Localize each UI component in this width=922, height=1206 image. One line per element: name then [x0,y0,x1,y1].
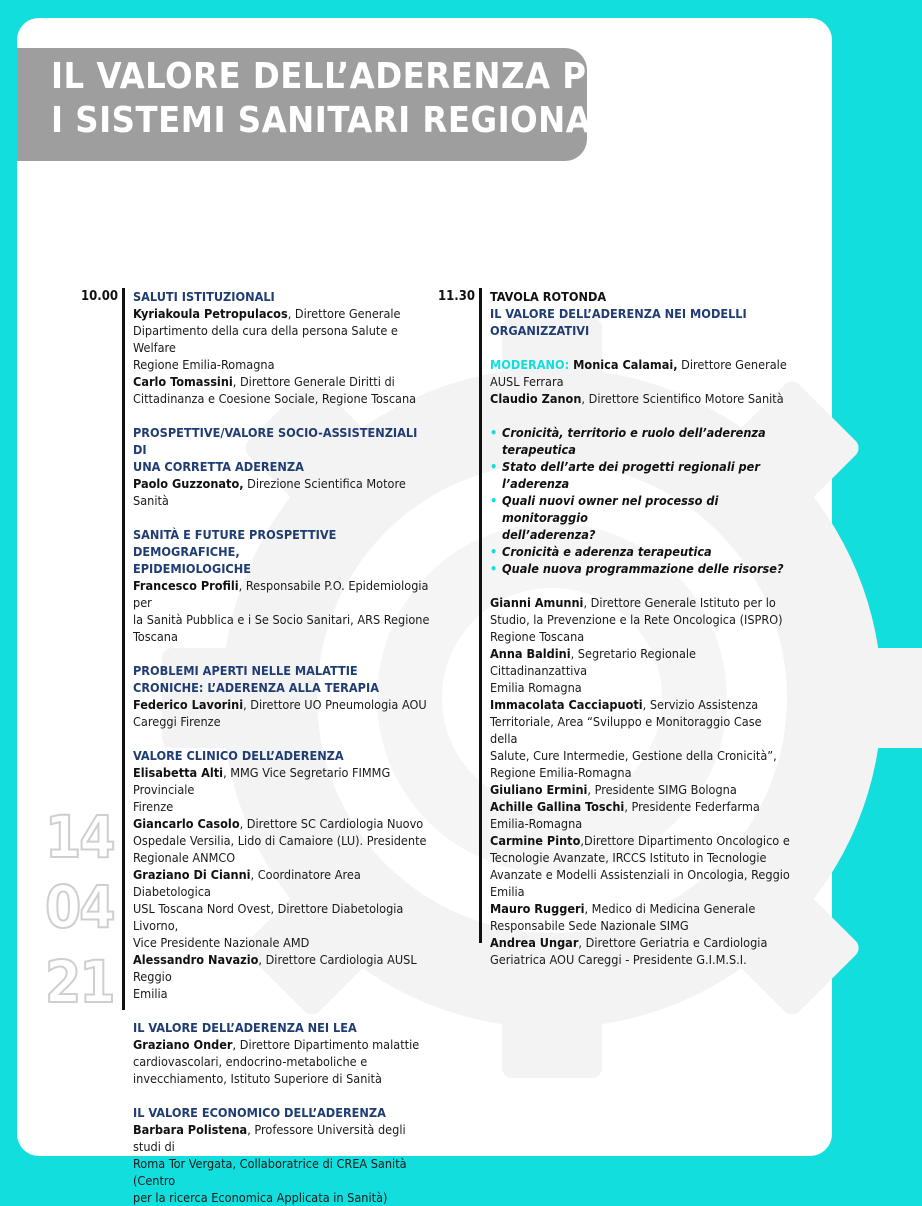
bullet-dot-icon: • [490,425,498,440]
speaker-detail: USL Toscana Nord Ovest, Direttore Diabetologia Livorno, [133,901,404,933]
speaker-entry: Gianni Amunni, Direttore Generale Istituto per lo [490,595,776,610]
agenda-card [17,18,832,1205]
section-heading: SALUTI ISTITUZIONALI [133,289,275,304]
time-right: 11.30 [438,289,475,304]
speaker-detail: Geriatrica AOU Careggi - Presidente G.I.M.S.I. [490,952,747,967]
section-heading: PROSPETTIVE/VALORE SOCIO-ASSISTENZIALI DI [133,425,418,457]
speaker-detail: Regione Emilia-Romagna [133,357,275,372]
section-heading: TAVOLA ROTONDA [490,289,607,304]
speaker-detail: cardiovascolari, endocrino-metaboliche e [133,1054,368,1069]
topic-bullet: • Quale nuova programmazione delle risorse? [490,561,784,576]
speaker-entry: Andrea Ungar, Direttore Geriatria e Cardiologia [490,935,768,950]
topic-bullet: • Stato dell’arte dei progetti regionali per [490,459,760,474]
speaker-detail: Careggi Firenze [133,714,221,729]
topic-bullet: • Cronicità, territorio e ruolo dell’aderenza [490,425,766,440]
speaker-entry: Anna Baldini, Segretario Regionale Cittadinanzattiva [490,646,697,678]
speaker-detail: Firenze [133,799,174,814]
section-heading: ORGANIZZATIVI [490,323,590,338]
speaker-detail: Emilia-Romagna [490,816,583,831]
speaker-detail: Responsabile Sede Nazionale SIMG [490,918,689,933]
right-program [490,288,790,968]
section-heading: EPIDEMIOLOGICHE [133,561,251,576]
topic-bullet-cont: l’aderenza [502,476,570,491]
speaker-entry: Carlo Tomassini, Direttore Generale Diritti di [133,374,395,389]
speaker-detail: Regionale ANMCO [133,850,236,865]
speaker-entry: Giuliano Ermini, Presidente SIMG Bologna [490,782,737,797]
speaker-entry: Francesco Profili, Responsabile P.O. Epidemiologia per [133,578,429,610]
bullet-dot-icon: • [490,544,498,559]
speaker-detail: Roma Tor Vergata, Collaboratrice di CREA Sanità (Centro [133,1156,407,1188]
title-line-2: I SISTEMI SANITARI REGIONALI [51,100,626,141]
speaker-detail: Salute, Cure Intermedie, Gestione della Cronicità”, [490,748,777,763]
speaker-entry: Giancarlo Casolo, Direttore SC Cardiologia Nuovo [133,816,424,831]
speaker-entry: Mauro Ruggeri, Medico di Medicina Generale [490,901,756,916]
speaker-detail: Emilia [133,986,168,1001]
speaker-entry: Graziano Di Cianni, Coordinatore Area Diabetologica [133,867,361,899]
topic-bullet: • Quali nuovi owner nel processo di monitoraggio [490,493,719,525]
bullet-dot-icon: • [490,459,498,474]
left-program [133,288,433,1206]
speaker-entry: Paolo Guzzonato, Direzione Scientifica Motore Sanità [133,476,406,508]
section-heading: IL VALORE ECONOMICO DELL’ADERENZA [133,1105,386,1120]
timeline-divider-left [122,288,125,1010]
speaker-detail: Avanzate e Modelli Assistenziali in Oncologia, Reggio [490,867,790,882]
section-heading: UNA CORRETTA ADERENZA [133,459,304,474]
speaker-detail: invecchiamento, Istituto Superiore di Sanità [133,1071,382,1086]
speaker-detail: Cittadinanza e Coesione Sociale, Regione Toscana [133,391,417,406]
title-line-1: IL VALORE DELL’ADERENZA PER [51,56,635,97]
speaker-detail: Vice Presidente Nazionale AMD [133,935,310,950]
date-month: 04 [45,873,114,941]
time-left: 10.00 [81,289,118,304]
topic-bullet-cont: dell’aderenza? [502,527,596,542]
speaker-entry: Barbara Polistena, Professore Università degli studi di [133,1122,406,1154]
topic-bullet: • Cronicità e aderenza terapeutica [490,544,712,559]
speaker-entry: Achille Gallina Toschi, Presidente Federfarma [490,799,760,814]
speaker-detail: la Sanità Pubblica e i Se Socio Sanitari, ARS Regione [133,612,430,627]
speaker-entry: Immacolata Cacciapuoti, Servizio Assistenza [490,697,759,712]
speaker-detail: AUSL Ferrara [490,374,564,389]
date-day: 14 [45,803,114,871]
speaker-detail: Emilia Romagna [490,680,582,695]
section-heading: SANITÀ E FUTURE PROSPETTIVE DEMOGRAFICHE, [133,527,337,559]
speaker-detail: Territoriale, Area “Sviluppo e Monitoraggio Case della [490,714,762,746]
speaker-detail: Regione Toscana [490,629,585,644]
speaker-detail: Ospedale Versilia, Lido di Camaiore (LU). Presidente [133,833,427,848]
speaker-detail: Regione Emilia-Romagna [490,765,632,780]
speaker-detail: Studio, la Prevenzione e la Rete Oncologica (ISPRO) [490,612,783,627]
moderator-entry: MODERANO: Monica Calamai, Direttore Generale [490,357,787,372]
section-heading: IL VALORE DELL’ADERENZA NEI MODELLI [490,306,747,321]
topic-bullet-cont: terapeutica [502,442,576,457]
section-heading: PROBLEMI APERTI NELLE MALATTIE [133,663,358,678]
section-heading: IL VALORE DELL’ADERENZA NEI LEA [133,1020,357,1035]
speaker-detail: Tecnologie Avanzate, IRCCS Istituto in Tecnologie [490,850,767,865]
title-banner [17,48,635,161]
speaker-detail: Toscana [133,629,178,644]
section-heading: CRONICHE: L’ADERENZA ALLA TERAPIA [133,680,379,695]
speaker-detail: per la ricerca Economica Applicata in Sanità) [133,1190,388,1205]
speaker-detail: Emilia [490,884,525,899]
bullet-dot-icon: • [490,561,498,576]
date-year: 21 [45,948,114,1016]
speaker-entry: Alessandro Navazio, Direttore Cardiologia AUSL Reggio [133,952,417,984]
bullet-dot-icon: • [490,493,498,508]
moderator-entry: Claudio Zanon, Direttore Scientifico Motore Sanità [490,391,784,406]
speaker-entry: Elisabetta Alti, MMG Vice Segretario FIMMG Provinciale [133,765,391,797]
section-heading: VALORE CLINICO DELL’ADERENZA [133,748,344,763]
speaker-entry: Graziano Onder, Direttore Dipartimento malattie [133,1037,420,1052]
speaker-entry: Kyriakoula Petropulacos, Direttore Generale [133,306,401,321]
timeline-divider-right [479,288,482,943]
speaker-detail: Dipartimento della cura della persona Salute e Welfare [133,323,398,355]
speaker-entry: Federico Lavorini, Direttore UO Pneumologia AOU [133,697,427,712]
speaker-entry: Carmine Pinto,Direttore Dipartimento Oncologico e [490,833,790,848]
